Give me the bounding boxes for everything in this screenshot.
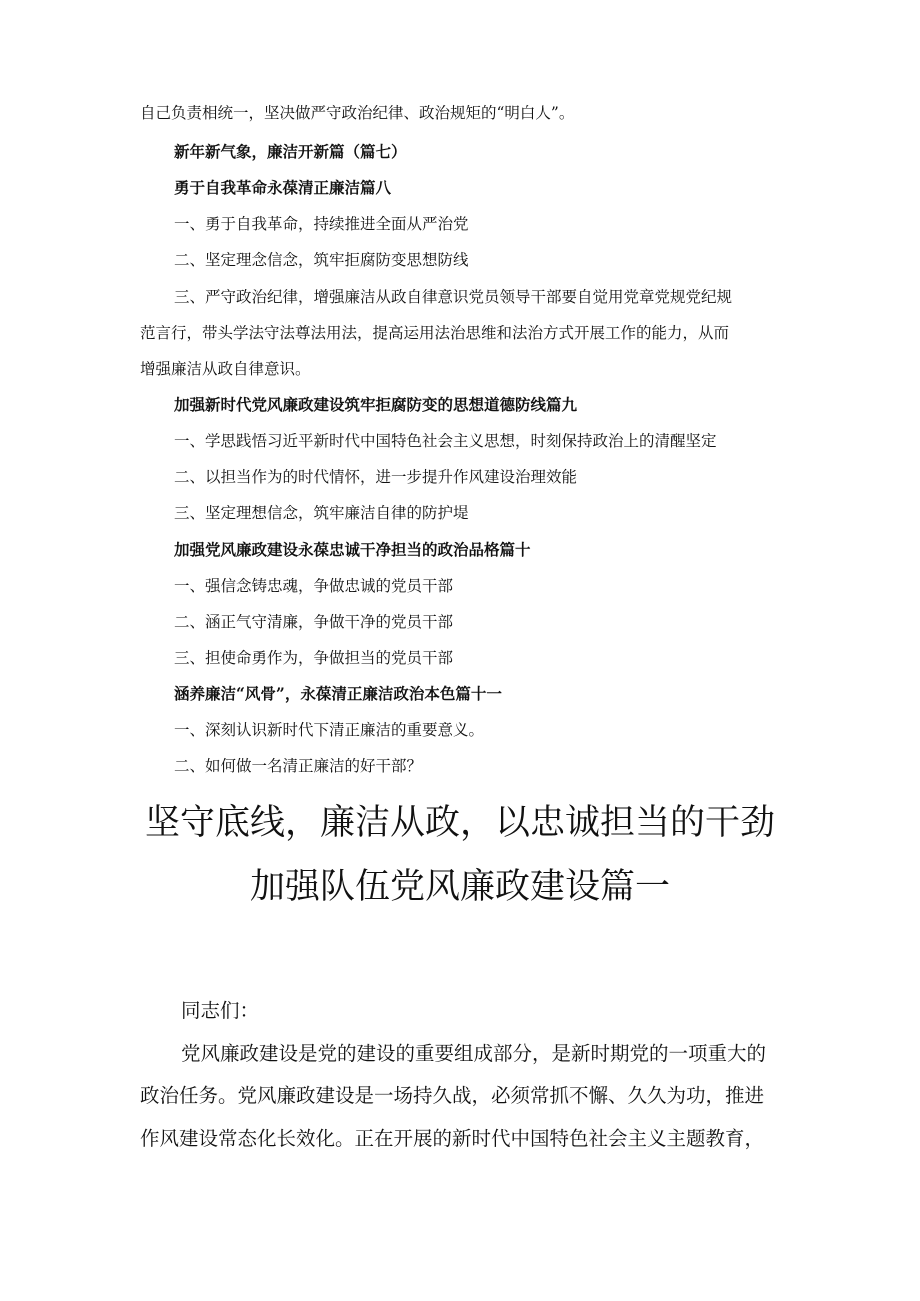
toc-item-10-3: 三、担使命勇作为，争做担当的党员干部 [174, 649, 454, 667]
toc-item-8-3-cont: 范言行，带头学法守法尊法用法，提高运用法治思维和法治方式开展工作的能力，从而 [140, 324, 730, 342]
toc-item-9-3: 三、坚定理想信念，筑牢廉洁自律的防护堤 [174, 504, 469, 522]
toc-item-10-1: 一、强信念铸忠魂，争做忠诚的党员干部 [174, 577, 454, 595]
toc-item-9-2: 二、以担当作为的时代情怀，进一步提升作风建设治理效能 [174, 468, 578, 486]
toc-item-9-1: 一、学思践悟习近平新时代中国特色社会主义思想，时刻保持政治上的清醒坚定 [174, 432, 717, 450]
toc-heading-9: 加强新时代党风廉政建设筑牢拒腐防变的思想道德防线篇九 [174, 395, 578, 414]
toc-item-8-3-cont: 增强廉洁从政自律意识。 [140, 360, 311, 378]
article-title: 加强队伍党风廉政建设篇一 [249, 867, 670, 907]
toc-heading-8: 勇于自我革命永葆清正廉洁篇八 [174, 178, 392, 197]
body-paragraph-line: 党风廉政建设是党的建设的重要组成部分，是新时期党的一项重大的 [181, 1042, 767, 1065]
toc-item-8-2: 二、坚定理念信念，筑牢拒腐防变思想防线 [174, 251, 469, 269]
body-paragraph-line: 作风建设常态化长效化。正在开展的新时代中国特色社会主义主题教育， [140, 1127, 765, 1150]
toc-item-8-3: 三、严守政治纪律，增强廉洁从政自律意识党员领导干部要自觉用党章党规党纪规 [174, 288, 733, 306]
toc-item-11-1: 一、深刻认识新时代下清正廉洁的重要意义。 [174, 721, 485, 739]
toc-item-8-1: 一、勇于自我革命，持续推进全面从严治党 [174, 215, 469, 233]
article-title: 坚守底线，廉洁从政，以忠诚担当的干劲 [144, 803, 775, 843]
toc-item-11-2: 二、如何做一名清正廉洁的好干部？ [174, 757, 423, 775]
toc-heading-7: 新年新气象，廉洁开新篇（篇七） [174, 142, 407, 161]
body-paragraph-line: 政治任务。党风廉政建设是一场持久战，必须常抓不懈、久久为功，推进 [140, 1084, 765, 1107]
toc-heading-11: 涵养廉洁“风骨”，永葆清正廉洁政治本色篇十一 [174, 684, 502, 703]
toc-continuation-line: 自己负责相统一，坚决做严守政治纪律、政治规矩的“明白人”。 [140, 104, 575, 122]
toc-item-10-2: 二、涵正气守清廉，争做干净的党员干部 [174, 613, 454, 631]
toc-heading-10: 加强党风廉政建设永葆忠诚干净担当的政治品格篇十 [174, 540, 531, 559]
salutation: 同志们： [181, 999, 260, 1022]
